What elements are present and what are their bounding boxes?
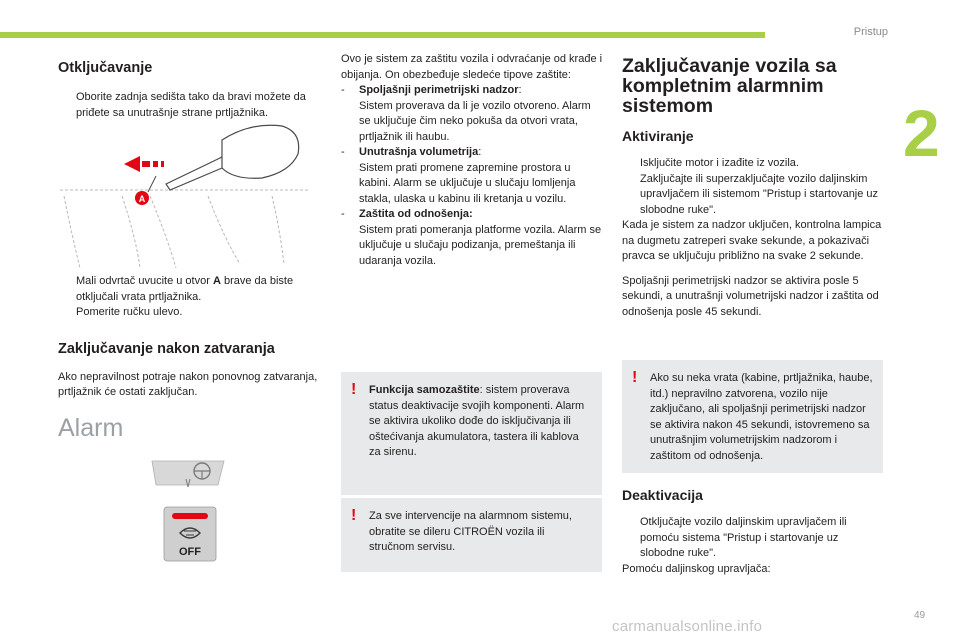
- deactivation-title: Deaktivacija: [622, 487, 703, 503]
- full-alarm-locking-title: Zaključavanje vozila sa kompletnim alarmnim sistemom: [622, 55, 837, 117]
- unlock-steps: [58, 274, 320, 401]
- lock-after-close-text: Ako nepravilnost potraje nakon ponovnog zatvaranja, prtljažnik će ostati zaključan.: [58, 370, 318, 398]
- activation-bullet-2: Zaključajte ili superzaključajte vozilo daljinskim upravljačem ili sistemom "Pristup i startovanje uz slobodne ruke".: [640, 172, 879, 216]
- callout-a-label: A: [138, 194, 146, 204]
- unlock-bullet-3: Pomerite ručku ulevo.: [76, 306, 183, 318]
- deactivation-section: [622, 487, 884, 577]
- warning-icon: !: [632, 369, 638, 386]
- car-interior-outline: [60, 190, 310, 268]
- warning-icon: !: [351, 381, 357, 398]
- activation-title: Aktiviranje: [622, 128, 694, 144]
- self-protection-note: ! Funkcija samozaštite: sistem proverava status deaktivacije svojih komponenti. Alarm se aktivira ukoliko dođe do isključivanja ili oštećivanja akumulatora, tastera ili kablova za sirenu.: [341, 372, 602, 495]
- trunk-lock-figure: [58, 118, 320, 268]
- lock-handle-icon: [166, 125, 299, 190]
- section-label: Pristup: [853, 26, 888, 38]
- unlock-bullet-2: Mali odvrtač uvucite u otvor A brave da biste otključali vrata prtljažnika.: [76, 275, 294, 303]
- column-left: [58, 60, 320, 121]
- deactivation-bullet-1: Otključajte vozilo daljinskim upravljačem ili pomoću sistema "Pristup i startovanje uz slobodne ruke".: [640, 516, 847, 559]
- protection-item-perimeter: - Spoljašnji perimetrijski nadzor: Sistem proverava da li je vozilo otvoreno. Alarm se uključuje čim neko pokuša da otvori vrata, prtljažnik ili haubu.: [341, 84, 591, 143]
- alarm-title: Alarm: [58, 414, 124, 442]
- watermark: carmanualsonline.info: [612, 618, 763, 635]
- alarm-button-figure: [150, 457, 230, 567]
- lock-after-close-title: Zaključavanje nakon zatvaranja: [58, 340, 275, 357]
- unlock-direction-arrow-icon: [124, 156, 164, 172]
- service-note: ! Za sve intervencije na alarmnom sistemu, obratite se dileru CITROËN vozila ili stručnom servisu.: [341, 498, 602, 572]
- alarm-off-button-icon: [164, 507, 216, 561]
- column-right: [622, 56, 884, 320]
- ceiling-console-icon: [152, 461, 224, 487]
- header-accent-bar: [0, 32, 765, 38]
- improper-closure-note: ! Ako su neka vrata (kabine, prtljažnika, haube, itd.) nepravilno zatvorena, vozilo nije zaključano, ali spoljašnji perimetrijski nadzor se aktivira nakon 45 sekundi, istovremeno sa unutrašnjim volumetrijskim nadzorom i zaštitom od odnošenja.: [622, 360, 883, 473]
- activation-bullet-1: Isključite motor i izađite iz vozila.: [640, 157, 799, 169]
- off-button-label: OFF: [179, 546, 201, 558]
- protection-item-volumetric: - Unutrašnja volumetrija: Sistem prati promene zapremine prostora u kabini. Alarm se uključuje u slučaju lomljenja stakla, ulaska u kabinu ili kretanja u vozilu.: [341, 146, 576, 205]
- unlock-bullet-1: Oborite zadnja sedišta tako da bravi možete da priđete sa unutrašnje strane prtljažnika.: [76, 91, 306, 119]
- warning-icon: !: [351, 507, 357, 524]
- unlock-title: Otključavanje: [58, 60, 153, 76]
- deactivation-text: Pomoću daljinskog upravljača:: [622, 562, 771, 575]
- activation-text-2: Spoljašnji perimetrijski nadzor se aktivira posle 5 sekundi, a unutrašnji volumetrijski nadzor i zaštita od odnošenja posle 45 sekundi.: [622, 274, 879, 318]
- alarm-intro-text: Ovo je sistem za zaštitu vozila i odvraćanje od krađe i obijanja. On obezbeđuje sledeće tipove zaštite:: [341, 53, 603, 81]
- activation-text-1: Kada je sistem za nadzor uključen, kontrolna lampica na dugmetu zatreperi svake sekunde, a pokazivači pravca se uključuju približno na svake 2 sekunde.: [622, 219, 882, 262]
- page-number: 49: [914, 610, 926, 621]
- column-middle: [341, 52, 603, 269]
- protection-item-towing: - Zaštita od odnošenja: Sistem prati pomeranja platforme vozila. Alarm se uključuje u slučaju podizanja, premeštanja ili udaranja vozila.: [341, 208, 602, 267]
- chapter-number: 2: [903, 96, 940, 170]
